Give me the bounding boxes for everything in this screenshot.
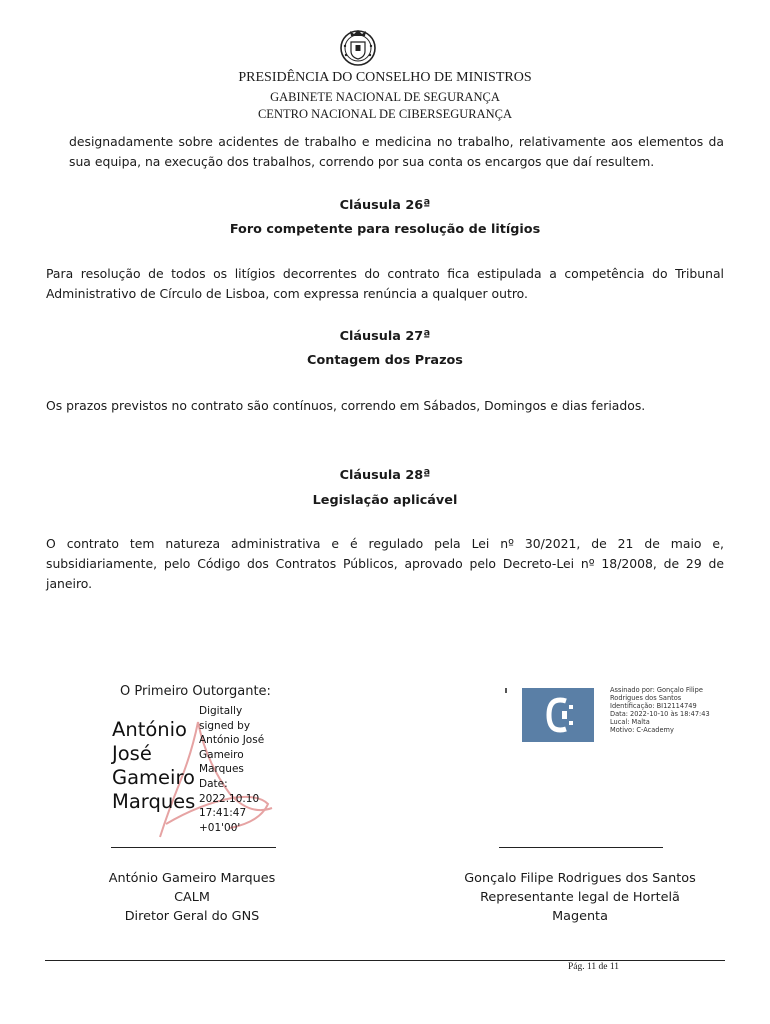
qualified-signature-stamp [610,686,710,734]
clause-28-title: Legislação aplicável [312,493,458,508]
left-signer-role: CALM [174,890,210,905]
clause-27-number: Cláusula 27ª [339,329,431,344]
right-signer-role: Representante legal de Hortelã [480,890,680,905]
digital-signature-line: signed by [199,719,251,732]
digital-signature-line: +01'00' [199,821,241,834]
digital-signature-line: António José [199,734,265,747]
stamp-line: Assinado por: Gonçalo Filipe [610,686,703,694]
right-signature-line [499,847,663,848]
header-ministry: PRESIDÊNCIA DO CONSELHO DE MINISTROS [238,70,532,85]
left-signer-title: Diretor Geral do GNS [124,909,260,924]
digital-signature-line: Gameiro [199,748,244,761]
signer-name-line: Gameiro [112,766,195,789]
stamp-line: Identificação: BI12114749 [610,702,697,710]
signer-name-line: António [112,718,187,741]
page-number: Pág. 11 de 11 [568,962,620,972]
clause-26-text: Para resolução de todos os litígios decorrentes do contrato fica estipulada a competência do Tribunal Administrativo de Círculo de Lisboa, com expressa renúncia a qualquer outro. [46,266,724,301]
stamp-line: Rodrigues dos Santos [610,694,682,702]
coat-of-arms-icon [336,24,380,68]
stamp-line: Data: 2022-10-10 às 18:47:43 [610,710,710,718]
header-gns: GABINETE NACIONAL DE SEGURANÇA [270,90,500,104]
digital-signature-line: 17:41:47 [199,807,247,820]
stamp-mark [505,688,507,693]
digital-signature-line: Marques [199,763,244,776]
right-signer-info [440,869,720,926]
signer-name-block [112,718,195,814]
first-party-label: O Primeiro Outorgante: [120,684,271,699]
left-signer-info [92,869,292,926]
digital-signature-line: 2022.10.10 [199,792,260,805]
left-signature-line [111,847,276,848]
signer-name-line: Marques [112,790,196,813]
stamp-line: Motivo: C-Academy [610,726,674,734]
clause-26-title: Foro competente para resolução de litígios [229,222,541,237]
digital-signature-line: Date: [199,777,228,790]
continuation-paragraph: designadamente sobre acidentes de trabalho e medicina no trabalho, relativamente aos elementos da sua equipa, na execução dos trabalhos, correndo por sua conta os encargos que daí resultem. [69,134,724,169]
clause-28-number: Cláusula 28ª [339,468,431,483]
right-signer-title: Magenta [552,909,608,924]
clause-27-text: Os prazos previstos no contrato são contínuos, correndo em Sábados, Domingos e dias feriados. [46,398,646,413]
digital-signature-details [199,704,264,835]
right-signer-name: Gonçalo Filipe Rodrigues dos Santos [464,871,696,886]
header-cnc: CENTRO NACIONAL DE CIBERSEGURANÇA [257,107,513,121]
clause-28-text: O contrato tem natureza administrativa e é regulado pela Lei nº 30/2021, de 21 de maio e, subsidiariamente, pelo Código dos Contratos Públicos, aprovado pelo Decreto-Lei nº 18/2008, de 29 de janeiro. [46,536,724,591]
left-signer-name: António Gameiro Marques [108,871,276,886]
stamp-line: Lucal: Malta [610,718,650,726]
footer-rule [45,960,725,961]
cartao-cidadao-logo-icon [522,688,594,742]
signer-name-line: José [112,742,152,765]
clause-27-title: Contagem dos Prazos [307,353,463,368]
digital-signature-line: Digitally [199,705,243,717]
clause-26-number: Cláusula 26ª [339,198,431,213]
